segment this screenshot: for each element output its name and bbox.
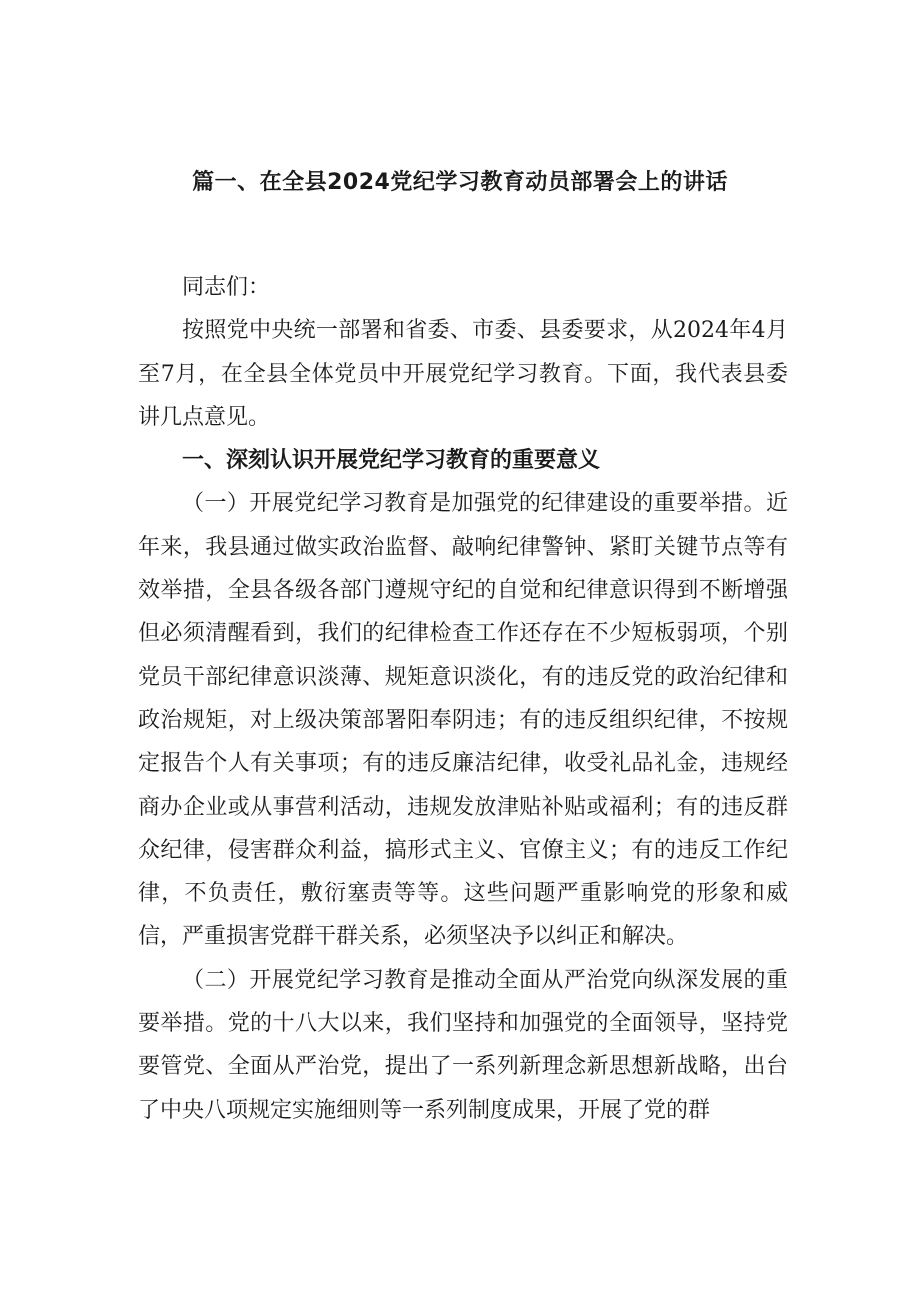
- document-body: [138, 266, 788, 1132]
- document-title: 篇一、在全县2024党纪学习教育动员部署会上的讲话: [192, 170, 728, 195]
- paragraph-subsection-2: （二）开展党纪学习教育是推动全面从严治党向纵深发展的重要举措。党的十八大以来，我们坚持和加强党的全面领导，坚持党要管党、全面从严治党，提出了一系列新理念新思想新战略，出台了中央八项规定实施细则等一系列制度成果，开展了党的群: [138, 967, 788, 1123]
- paragraph-subsection-1: （一）开展党纪学习教育是加强党的纪律建设的重要举措。近年来，我县通过做实政治监督、敲响纪律警钟、紧盯关键节点等有效举措，全县各级各部门遵规守纪的自觉和纪律意识得到不断增强但必须清醒看到，我们的纪律检查工作还存在不少短板弱项，个别党员干部纪律意识淡薄、规矩意识淡化，有的违反党的政治纪律和政治规矩，对上级决策部署阳奉阴违；有的违反组织纪律，不按规定报告个人有关事项；有的违反廉洁纪律，收受礼品礼金，违规经商办企业或从事营利活动，违规发放津贴补贴或福利；有的违反群众纪律，侵害群众利益，搞形式主义、官僚主义；有的违反工作纪律，不负责任，敷衍塞责等等。这些问题严重影响党的形象和威信，严重损害党群干群关系，必须坚决予以纠正和解决。: [138, 491, 788, 950]
- salutation: 同志们：: [182, 275, 271, 300]
- paragraph-intro: 按照党中央统一部署和省委、市委、县委要求，从2024年4月至7月，在全县全体党员中开展党纪学习教育。下面，我代表县委讲几点意见。: [138, 318, 788, 430]
- section-heading-1: 一、深刻认识开展党纪学习教育的重要意义: [182, 448, 601, 474]
